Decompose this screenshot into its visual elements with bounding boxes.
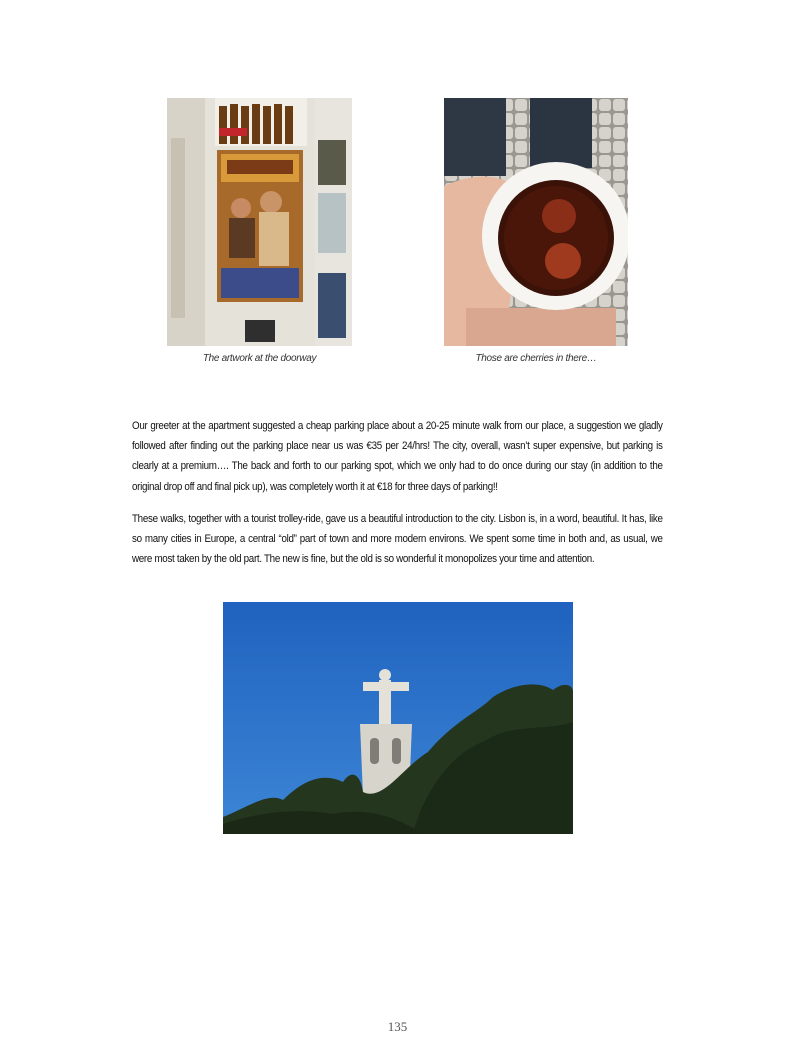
page-number: 135 bbox=[387, 1019, 408, 1034]
cristo-rei-statue-photo bbox=[223, 602, 573, 834]
paragraph-parking: Our greeter at the apartment suggested a cheap parking place about a 20-25 minute walk from our place, a suggestion we gladly followed after finding out the parking place near us was €35 per 24/hrs! The city, overall, wasn’t super expensive, but parking is clearly at a premium…. The back and forth to our parking spot, which we only had to do once during our stay (in addition to the original drop off and final pick up), was completely worth it at €18 for three days of parking!! bbox=[132, 420, 663, 493]
paragraph-lisbon-intro: These walks, together with a tourist trolley-ride, gave us a beautiful introduction to the city. Lisbon is, in a word, beautiful. It has, like so many cities in Europe, a central “old” part of town and more modern environs. We spent some time in both and, as usual, we were most taken by the old part. The new is fine, but the old is so wonderful it monopolizes your time and attention. bbox=[132, 513, 663, 566]
doorway-artwork-photo bbox=[167, 98, 352, 346]
cherries-cup-photo bbox=[444, 98, 628, 346]
cherries-caption: Those are cherries in there… bbox=[475, 353, 597, 364]
doorway-caption: The artwork at the doorway bbox=[202, 353, 317, 364]
